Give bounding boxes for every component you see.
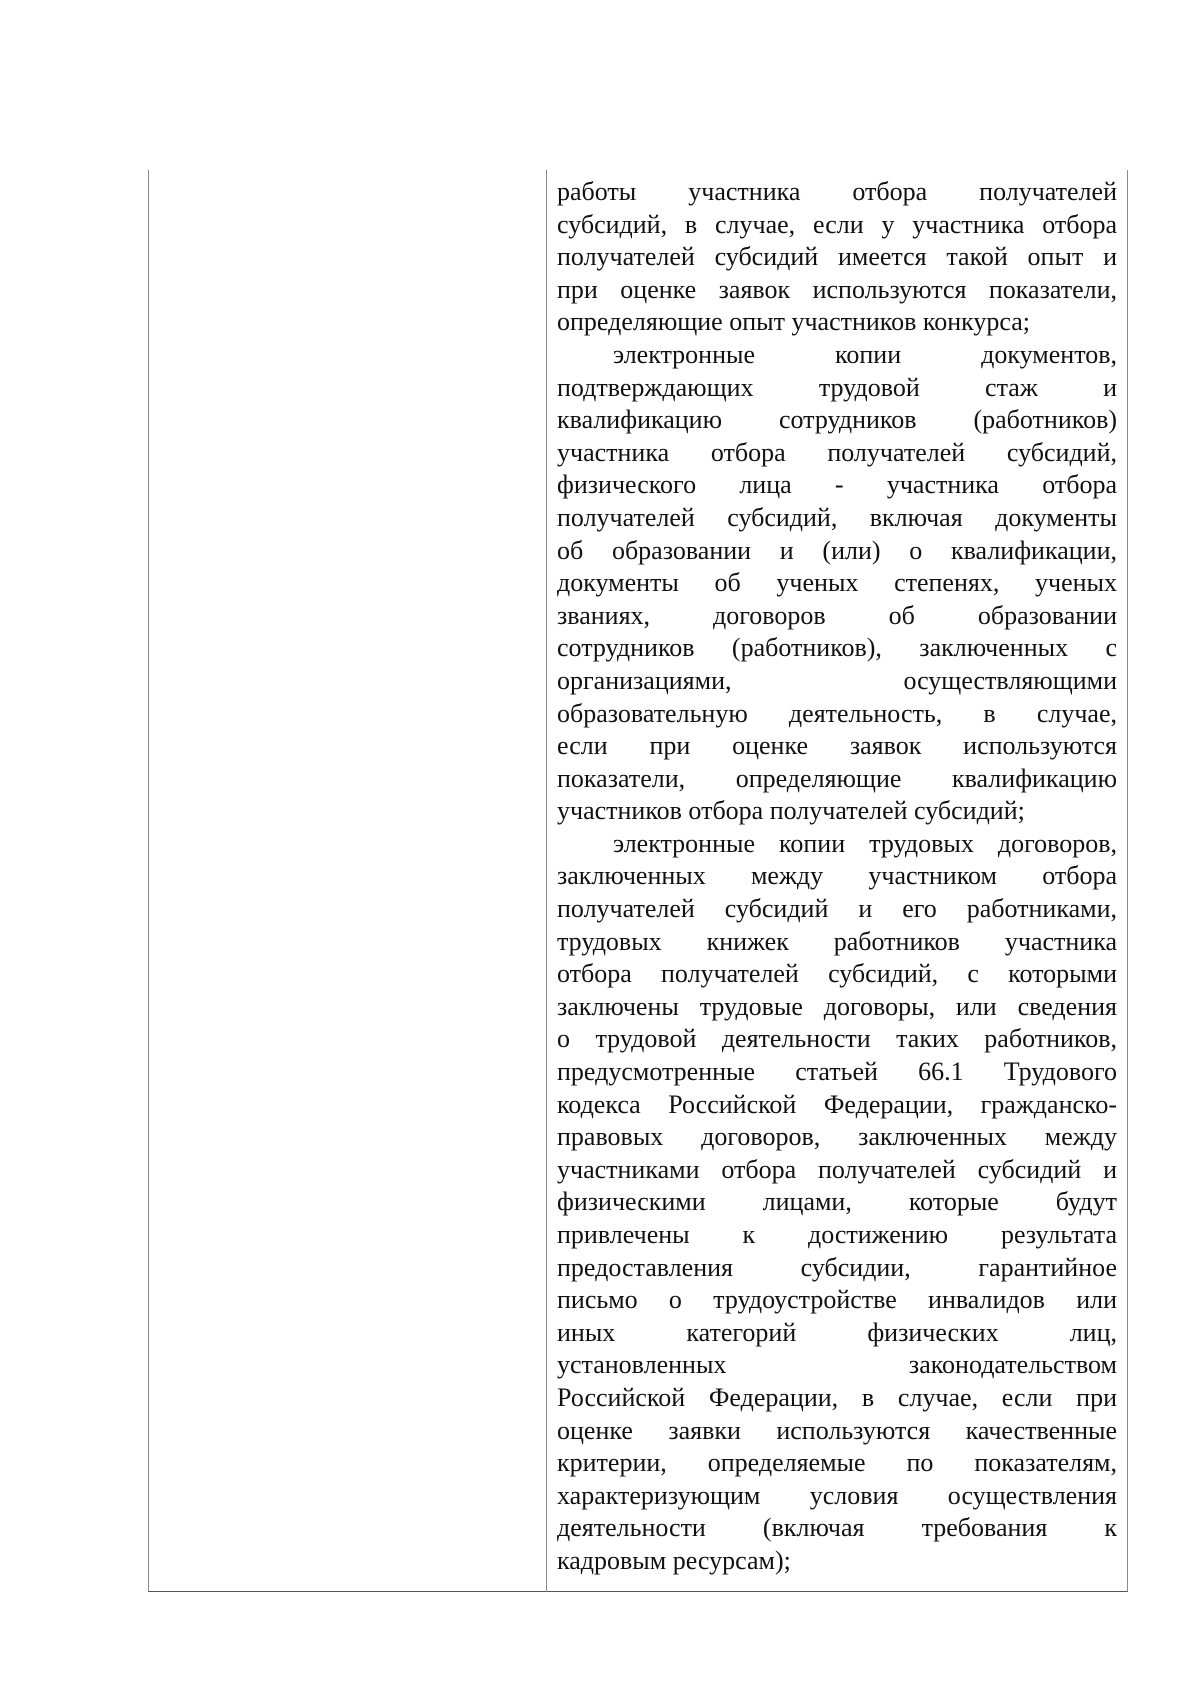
text-line: определяющие опыт участников конкурса; [557,307,1031,337]
text-line: работы участника отбора получателей [557,177,1117,206]
text-line: образовательную деятельность, в случае, [557,698,1117,728]
text-line: предоставления субсидии, гарантийное [557,1252,1117,1282]
text-line: заключенных между участником отбора [557,861,1117,891]
text-line: при оценке заявок используются показатели, [557,274,1117,304]
text-line: электронные копии трудовых договоров, [613,828,1117,858]
text-line: деятельности (включая требования к [557,1513,1117,1543]
text-line: кодекса Российской Федерации, гражданско- [557,1089,1117,1119]
text-line: физическими лицами, которые будут [557,1187,1117,1217]
text-line: заключены трудовые договоры, или сведения [557,991,1117,1021]
text-line: критерии, определяемые по показателям, [557,1448,1117,1478]
text-line: физического лица - участника отбора [557,470,1117,500]
text-line: оценке заявки используются качественные [557,1415,1117,1445]
text-line: Российской Федерации, в случае, если при [557,1382,1117,1412]
text-line: привлечены к достижению результата [557,1220,1117,1249]
text-line: электронные копии документов, [613,339,1117,369]
text-line: подтверждающих трудовой стаж и [557,372,1117,402]
text-line: званиях, договоров об образовании [557,600,1117,630]
text-line: показатели, определяющие квалификацию [557,763,1117,793]
text-line: трудовых книжек работников участника [557,926,1117,956]
text-line: отбора получателей субсидий, с которыми [557,959,1117,989]
text-line: организациями, осуществляющими [557,665,1117,695]
text-line: получателей субсидий и его работниками, [557,894,1117,924]
text-line: получателей субсидий, включая документы [557,502,1117,532]
text-line: квалификацию сотрудников (работников) [557,405,1117,435]
text-line: участниками отбора получателей субсидий и [557,1154,1117,1184]
text-line: иных категорий физических лиц, [557,1317,1117,1347]
text-line: если при оценке заявок используются [557,731,1117,761]
text-line: характеризующим условия осуществления [557,1480,1117,1510]
text-line: сотрудников (работников), заключенных с [557,633,1117,663]
text-line: письмо о трудоустройстве инвалидов или [557,1285,1117,1315]
text-line: кадровым ресурсам); [557,1545,791,1575]
table-column-divider [546,170,547,1592]
text-line: правовых договоров, заключенных между [557,1122,1117,1152]
text-line: получателей субсидий имеется такой опыт и [557,242,1117,272]
text-line: субсидий, в случае, если у участника отбора [557,209,1117,239]
text-line: участника отбора получателей субсидий, [557,437,1117,467]
text-line: участников отбора получателей субсидий; [557,796,1025,826]
text-line: об образовании и (или) о квалификации, [557,535,1117,565]
text-line: документы об ученых степенях, ученых [557,568,1117,598]
text-line: предусмотренные статьей 66.1 Трудового [557,1057,1117,1087]
table-right-cell [557,176,1117,1578]
text-line: о трудовой деятельности таких работников, [557,1024,1117,1054]
text-line: установленных законодательством [557,1350,1117,1380]
